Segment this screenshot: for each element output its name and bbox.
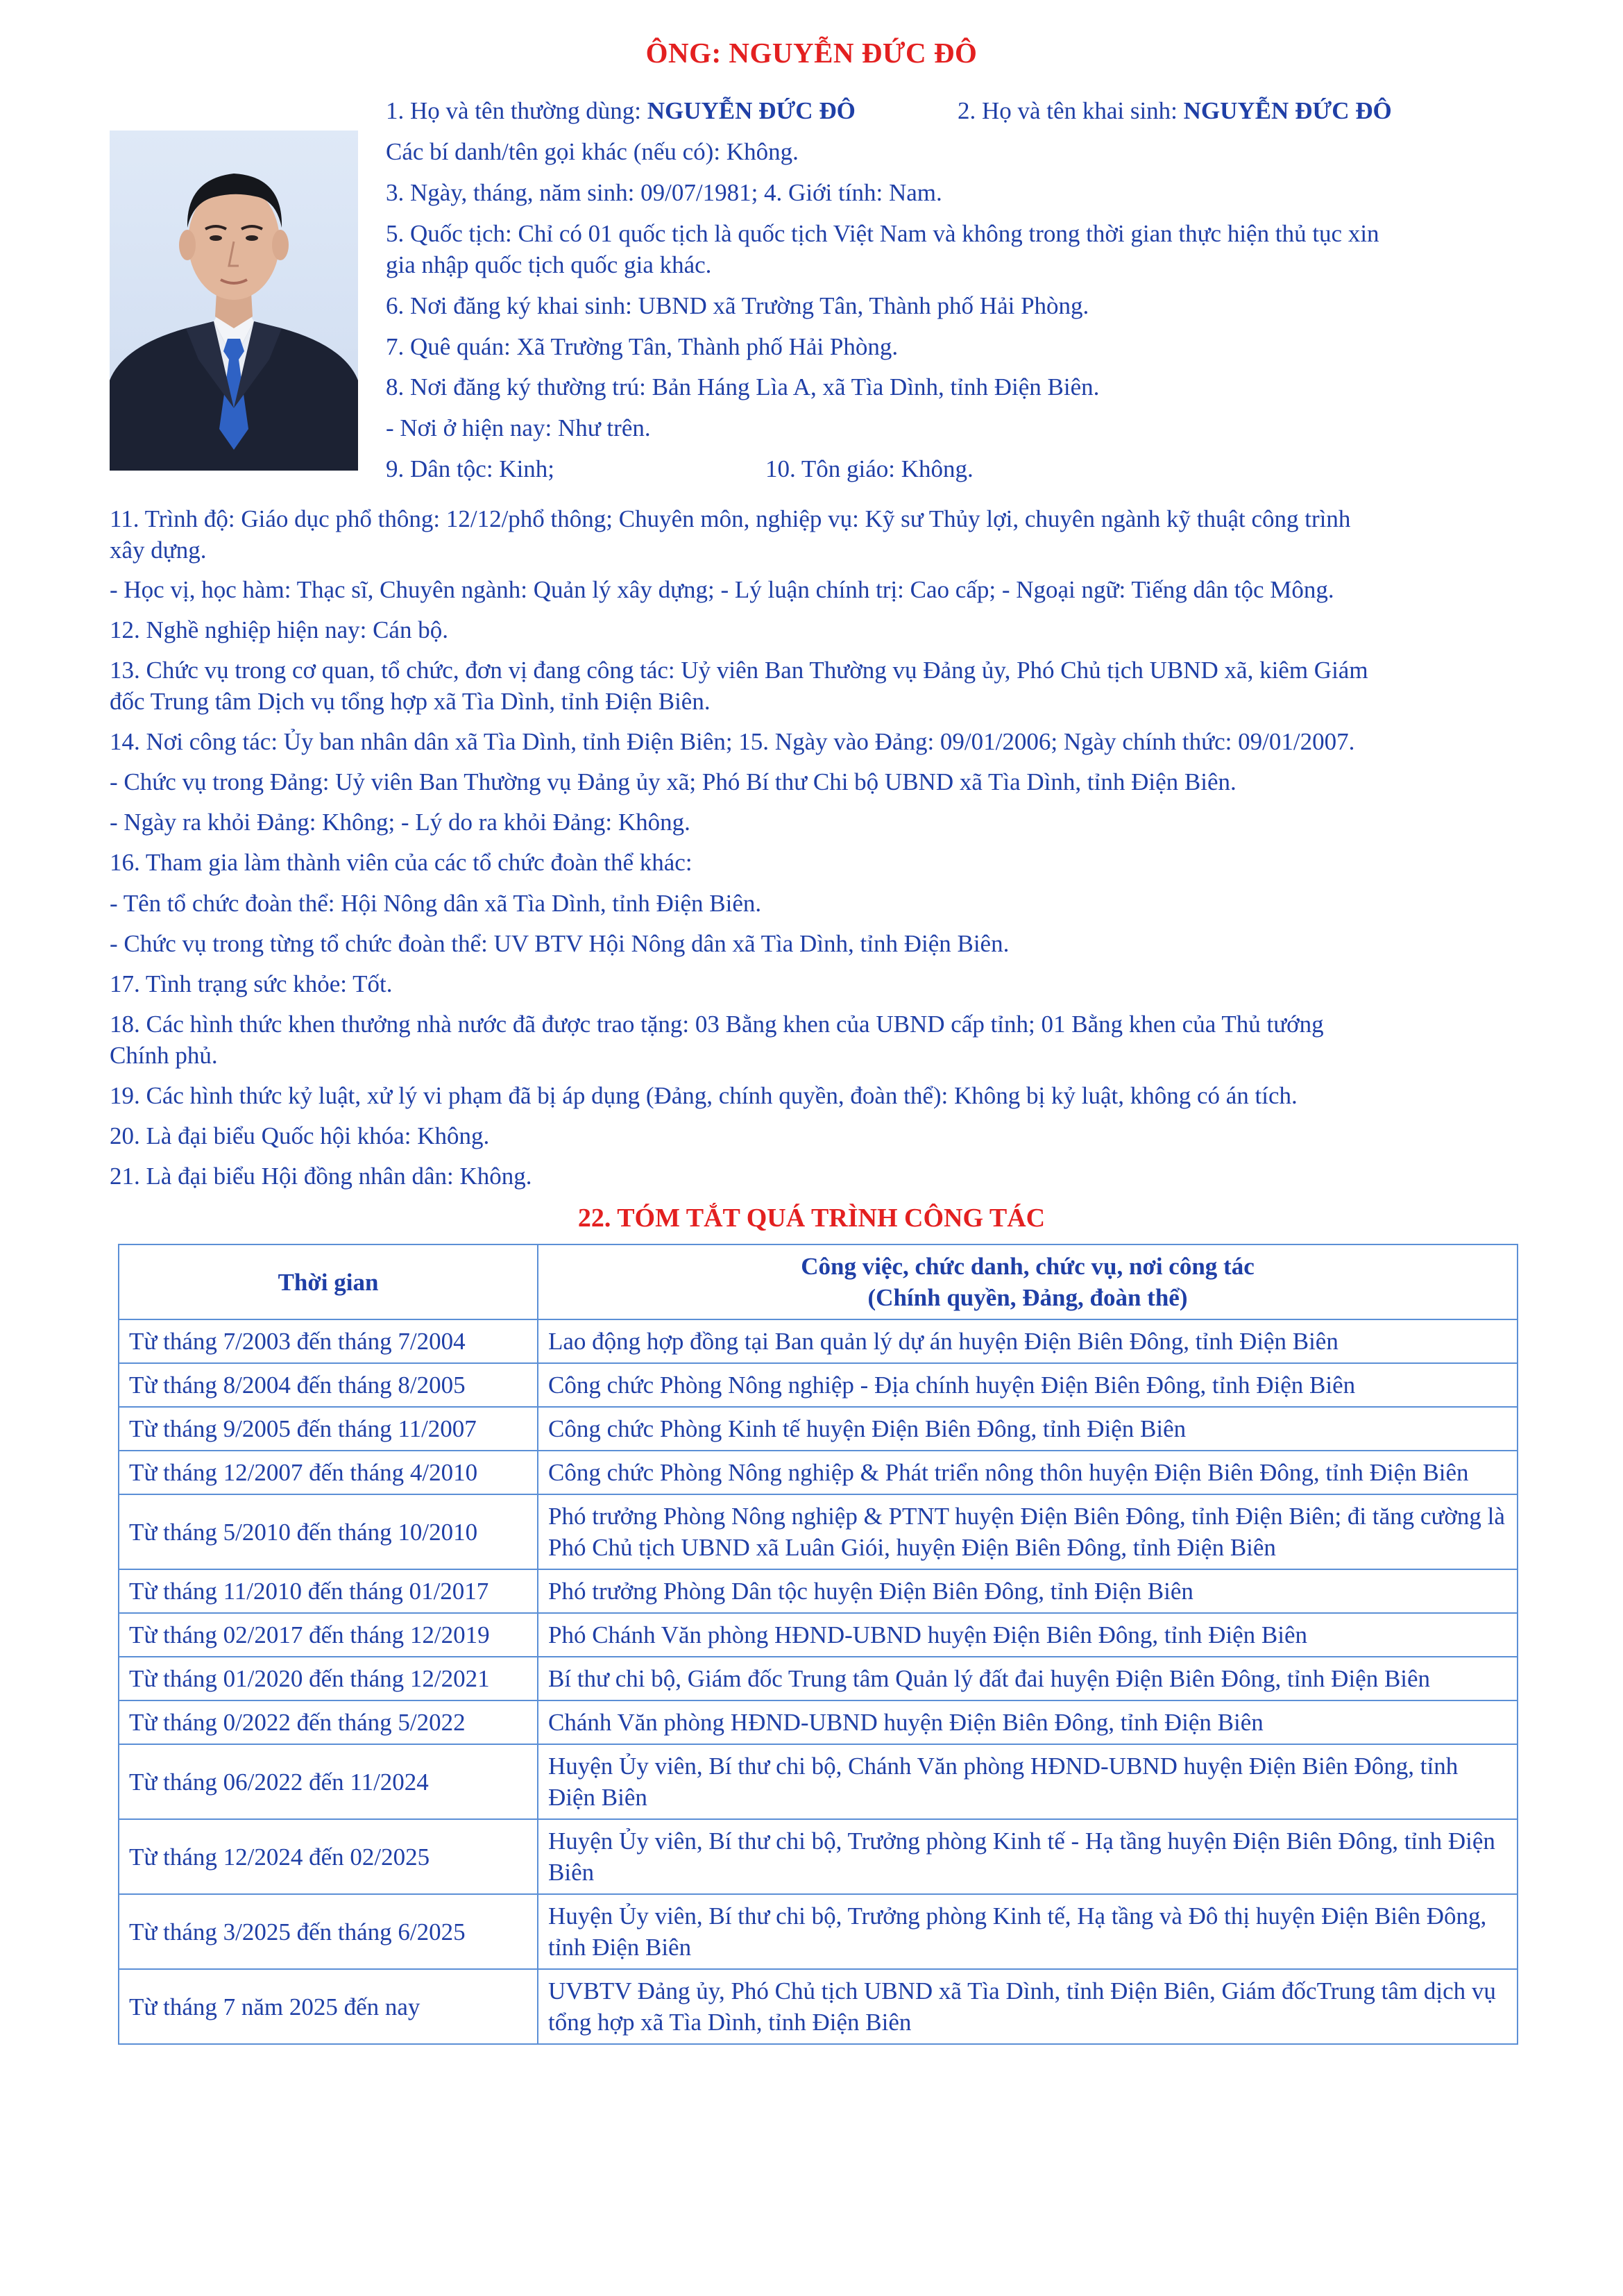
header-time: Thời gian	[119, 1244, 538, 1319]
table-row	[119, 1700, 1518, 1744]
bio-line-12: xây dựng.	[110, 537, 207, 564]
row-time: Từ tháng 06/2022 đến 11/2024	[119, 1744, 538, 1819]
table-row	[119, 1363, 1518, 1407]
row-description: Phó Chánh Văn phòng HĐND-UBND huyện Điện Biên Đông, tỉnh Điện Biên	[538, 1613, 1518, 1657]
bio-line-1b	[958, 95, 1392, 127]
bio-line-10a: 9. Dân tộc: Kinh;	[386, 455, 555, 482]
bio-line-15: 13. Chức vụ trong cơ quan, tổ chức, đơn vị đang công tác: Uỷ viên Ban Thường vụ Đảng ủy, Phó Chủ tịch UBND xã, kiêm Giám	[110, 657, 1368, 684]
row-time: Từ tháng 0/2022 đến tháng 5/2022	[119, 1700, 538, 1744]
table-row	[119, 1494, 1518, 1569]
bio-line-26: 19. Các hình thức kỷ luật, xử lý vi phạm đã bị áp dụng (Đảng, chính quyền, đoàn thể): Không bị kỷ luật, không có án tích.	[110, 1082, 1298, 1109]
row-time: Từ tháng 12/2024 đến 02/2025	[119, 1819, 538, 1894]
row-description: Công chức Phòng Nông nghiệp & Phát triển nông thôn huyện Điện Biên Đông, tỉnh Điện Biên	[538, 1451, 1518, 1494]
bio-line-6: 6. Nơi đăng ký khai sinh: UBND xã Trường Tân, Thành phố Hải Phòng.	[386, 292, 1089, 319]
bio-line-18: - Chức vụ trong Đảng: Uỷ viên Ban Thường vụ Đảng ủy xã; Phó Bí thư Chi bộ UBND xã Tìa Dình, tỉnh Điện Biên.	[110, 768, 1237, 795]
bio-line-24: 18. Các hình thức khen thưởng nhà nước đã được trao tặng: 03 Bằng khen của UBND cấp tỉnh; 01 Bằng khen của Thủ tướng	[110, 1011, 1324, 1038]
bio-line-7: 7. Quê quán: Xã Trường Tân, Thành phố Hải Phòng.	[386, 333, 899, 360]
bio-line-11: 11. Trình độ: Giáo dục phổ thông: 12/12/phổ thông; Chuyên môn, nghiệp vụ: Kỹ sư Thủy lợi, chuyên ngành kỹ thuật công trình	[110, 505, 1351, 532]
table-row	[119, 1744, 1518, 1819]
header-description-line-1: Công việc, chức danh, chức vụ, nơi công tác	[801, 1253, 1255, 1280]
bio-line-20: 16. Tham gia làm thành viên của các tổ chức đoàn thể khác:	[110, 849, 692, 876]
table-row	[119, 1319, 1518, 1363]
row-time: Từ tháng 12/2007 đến tháng 4/2010	[119, 1451, 538, 1494]
bio-line-16: đốc Trung tâm Dịch vụ tổng hợp xã Tìa Dình, tỉnh Điện Biên.	[110, 688, 711, 715]
table-row	[119, 1969, 1518, 2044]
row-description: Huyện Ủy viên, Bí thư chi bộ, Trưởng phòng Kinh tế - Hạ tầng huyện Điện Biên Đông, tỉnh Điện Biên	[538, 1819, 1518, 1894]
birth-name-label: 2. Họ và tên khai sinh:	[958, 97, 1184, 124]
row-description: Huyện Ủy viên, Bí thư chi bộ, Trưởng phòng Kinh tế, Hạ tầng và Đô thị huyện Điện Biên Đông, tỉnh Điện Biên	[538, 1894, 1518, 1969]
bio-line-28: 21. Là đại biểu Hội đồng nhân dân: Không.	[110, 1163, 532, 1190]
bio-line-22: - Chức vụ trong từng tổ chức đoàn thể: UV BTV Hội Nông dân xã Tìa Dình, tỉnh Điện Biên.	[110, 930, 1010, 957]
bio-line-9: - Nơi ở hiện nay: Như trên.	[386, 414, 651, 441]
bio-line-1	[386, 95, 856, 127]
work-history-table	[118, 1244, 1518, 2045]
table-row	[119, 1657, 1518, 1700]
row-time: Từ tháng 01/2020 đến tháng 12/2021	[119, 1657, 538, 1700]
section-title: 22. TÓM TẮT QUÁ TRÌNH CÔNG TÁC	[577, 1204, 1046, 1233]
bio-line-8: 8. Nơi đăng ký thường trú: Bản Háng Lìa A, xã Tìa Dình, tỉnh Điện Biên.	[386, 373, 1100, 400]
table-row	[119, 1407, 1518, 1451]
row-description: UVBTV Đảng ủy, Phó Chủ tịch UBND xã Tìa Dình, tỉnh Điện Biên, Giám đốcTrung tâm dịch vụ tổng hợp xã Tìa Dình, tỉnh Điện Biên	[538, 1969, 1518, 2044]
bio-line-13: - Học vị, học hàm: Thạc sĩ, Chuyên ngành: Quản lý xây dựng; - Lý luận chính trị: Cao cấp; - Ngoại ngữ: Tiếng dân tộc Mông.	[110, 576, 1334, 603]
common-name-label: 1. Họ và tên thường dùng:	[386, 97, 647, 124]
bio-line-21: - Tên tổ chức đoàn thể: Hội Nông dân xã Tìa Dình, tỉnh Điện Biên.	[110, 890, 762, 917]
bio-line-5: gia nhập quốc tịch quốc gia khác.	[386, 251, 712, 278]
common-name-value: NGUYỄN ĐỨC ĐÔ	[647, 97, 856, 124]
row-description: Huyện Ủy viên, Bí thư chi bộ, Chánh Văn phòng HĐND-UBND huyện Điện Biên Đông, tỉnh Điện Biên	[538, 1744, 1518, 1819]
row-description: Phó trưởng Phòng Dân tộc huyện Điện Biên Đông, tỉnh Điện Biên	[538, 1569, 1518, 1613]
table-header-row	[119, 1244, 1518, 1319]
row-time: Từ tháng 02/2017 đến tháng 12/2019	[119, 1613, 538, 1657]
table-row	[119, 1894, 1518, 1969]
row-description: Bí thư chi bộ, Giám đốc Trung tâm Quản lý đất đai huyện Điện Biên Đông, tỉnh Điện Biên	[538, 1657, 1518, 1700]
bio-line-23: 17. Tình trạng sức khỏe: Tốt.	[110, 970, 393, 997]
row-time: Từ tháng 5/2010 đến tháng 10/2010	[119, 1494, 538, 1569]
table-row	[119, 1569, 1518, 1613]
bio-line-27: 20. Là đại biểu Quốc hội khóa: Không.	[110, 1122, 490, 1149]
bio-line-17: 14. Nơi công tác: Ủy ban nhân dân xã Tìa Dình, tỉnh Điện Biên; 15. Ngày vào Đảng: 09/01/2006; Ngày chính thức: 09/01/2007.	[110, 728, 1355, 755]
row-time: Từ tháng 9/2005 đến tháng 11/2007	[119, 1407, 538, 1451]
bio-line-14: 12. Nghề nghiệp hiện nay: Cán bộ.	[110, 616, 448, 643]
row-description: Công chức Phòng Nông nghiệp - Địa chính huyện Điện Biên Đông, tỉnh Điện Biên	[538, 1363, 1518, 1407]
bio-line-10b: 10. Tôn giáo: Không.	[765, 455, 974, 482]
table-row	[119, 1613, 1518, 1657]
portrait-photo	[110, 130, 358, 471]
bio-line-2: Các bí danh/tên gọi khác (nếu có): Không.	[386, 138, 799, 165]
birth-name-value: NGUYỄN ĐỨC ĐÔ	[1183, 97, 1392, 124]
row-description: Công chức Phòng Kinh tế huyện Điện Biên Đông, tỉnh Điện Biên	[538, 1407, 1518, 1451]
bio-line-19: - Ngày ra khỏi Đảng: Không; - Lý do ra khỏi Đảng: Không.	[110, 809, 690, 836]
row-time: Từ tháng 3/2025 đến tháng 6/2025	[119, 1894, 538, 1969]
row-description: Phó trưởng Phòng Nông nghiệp & PTNT huyện Điện Biên Đông, tỉnh Điện Biên; đi tăng cường là Phó Chủ tịch UBND xã Luân Giói, huyện Điện Biên Đông, tỉnh Điện Biên	[538, 1494, 1518, 1569]
bio-line-3: 3. Ngày, tháng, năm sinh: 09/07/1981; 4. Giới tính: Nam.	[386, 179, 942, 206]
bio-line-25: Chính phủ.	[110, 1042, 218, 1069]
row-description: Lao động hợp đồng tại Ban quản lý dự án huyện Điện Biên Đông, tỉnh Điện Biên	[538, 1319, 1518, 1363]
header-description-line-2: (Chính quyền, Đảng, đoàn thể)	[867, 1284, 1188, 1311]
row-time: Từ tháng 7 năm 2025 đến nay	[119, 1969, 538, 2044]
bio-line-4: 5. Quốc tịch: Chỉ có 01 quốc tịch là quốc tịch Việt Nam và không trong thời gian thực hiện thủ tục xin	[386, 220, 1379, 247]
page-title: ÔNG: NGUYỄN ĐỨC ĐÔ	[645, 37, 978, 69]
row-time: Từ tháng 8/2004 đến tháng 8/2005	[119, 1363, 538, 1407]
row-description: Chánh Văn phòng HĐND-UBND huyện Điện Biên Đông, tỉnh Điện Biên	[538, 1700, 1518, 1744]
row-time: Từ tháng 7/2003 đến tháng 7/2004	[119, 1319, 538, 1363]
table-row	[119, 1819, 1518, 1894]
row-time: Từ tháng 11/2010 đến tháng 01/2017	[119, 1569, 538, 1613]
header-description	[538, 1244, 1518, 1319]
table-row	[119, 1451, 1518, 1494]
